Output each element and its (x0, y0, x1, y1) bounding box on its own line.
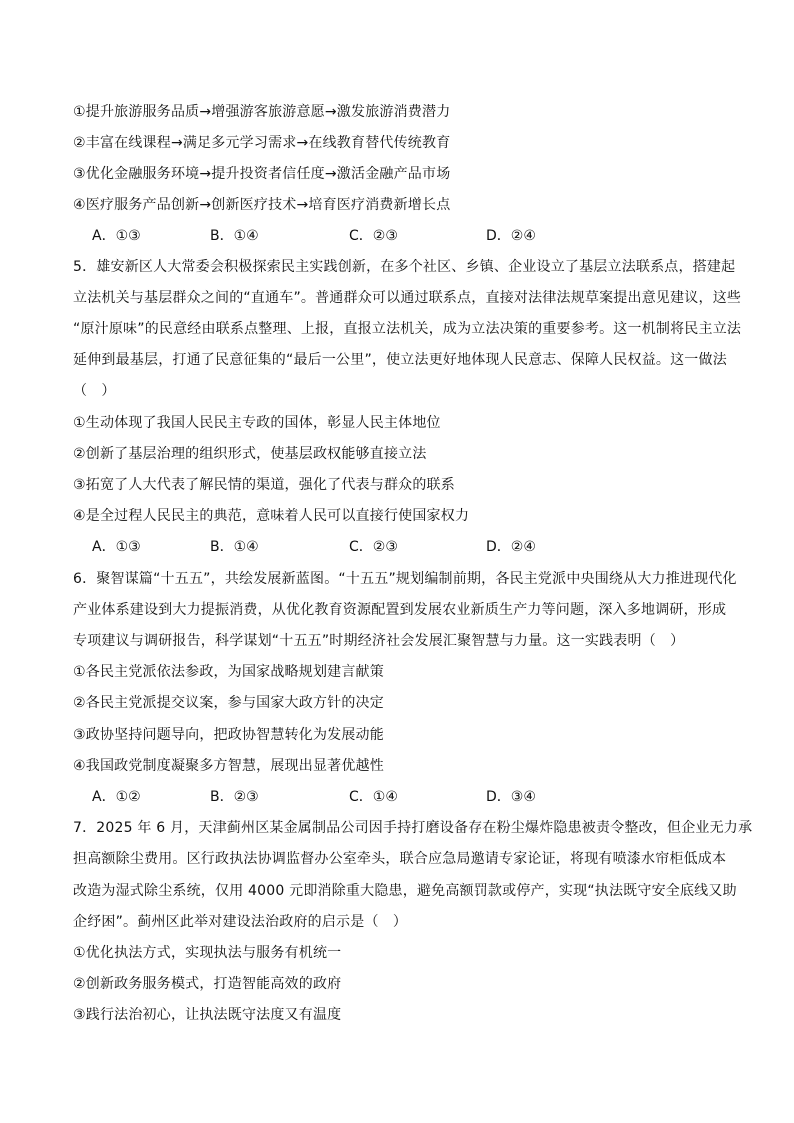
q6-item-2: ②各民主党派提交议案，参与国家大政方针的决定 (73, 695, 384, 711)
q6-item-1: ①各民主党派依法参政，为国家战略规划建言献策 (73, 664, 384, 680)
q7-stem-line: 7．2025 年 6 月，天津蓟州区某金属制品公司因手持打磨设备存在粉尘爆炸隐患被责令整改，但企业无力承 (73, 820, 753, 836)
q6-stem-line: 产业体系建设到大力提振消费，从优化教育资源配置到发展农业新质生产力等问题，深入多地调研，形成 (73, 602, 727, 618)
q5-option-c: C．②③ (349, 539, 398, 555)
q5-stem-line: 延伸到最基层，打通了民意征集的“最后一公里”，使立法更好地体现人民意志、保障人民权益。这一做法 (73, 352, 727, 368)
q6-stem-line: 专项建议与调研报告，科学谋划“十五五”时期经济社会发展汇聚智慧与力量。这一实践表明（ ） (73, 633, 685, 649)
q6-item-3: ③政协坚持问题导向，把政协智慧转化为发展动能 (73, 727, 384, 743)
q6-option-a: A．①② (92, 789, 141, 805)
q7-item-2: ②创新政务服务模式，打造智能高效的政府 (73, 976, 342, 992)
q5-item-4: ④是全过程人民民主的典范，意味着人民可以直接行使国家权力 (73, 508, 470, 524)
q6-item-4: ④我国政党制度凝聚多方智慧，展现出显著优越性 (73, 758, 384, 774)
q7-item-3: ③践行法治初心，让执法既守法度又有温度 (73, 1007, 342, 1023)
q6-option-b: B．②③ (210, 789, 259, 805)
q6-option-c: C．①④ (349, 789, 398, 805)
q4-option-c: C．②③ (349, 228, 398, 244)
q7-stem-line: 企纾困”。蓟州区此举对建设法治政府的启示是（ ） (73, 914, 408, 930)
q5-stem-line: 5．雄安新区人大常委会积极探索民主实践创新，在多个社区、乡镇、企业设立了基层立法联系点，搭建起 (73, 259, 736, 275)
q7-stem-line: 改造为湿式除尘系统，仅用 4000 元即消除重大隐患，避免高额罚款或停产，实现“执法既守安全底线又助 (73, 883, 737, 899)
q5-answer-blank: （ ） (73, 383, 116, 399)
q4-option-b: B．①④ (210, 228, 259, 244)
q5-item-2: ②创新了基层治理的组织形式，使基层政权能够直接立法 (73, 446, 427, 462)
q5-option-a: A．①③ (92, 539, 141, 555)
q4-item-4: ④医疗服务产品创新→创新医疗技术→培育医疗消费新增长点 (73, 197, 451, 213)
q7-item-1: ①优化执法方式，实现执法与服务有机统一 (73, 945, 342, 961)
q6-option-d: D．③④ (486, 789, 536, 805)
q4-item-2: ②丰富在线课程→满足多元学习需求→在线教育替代传统教育 (73, 135, 451, 151)
q5-stem-line: “原汁原味”的民意经由联系点整理、上报，直报立法机关，成为立法决策的重要参考。这一机制将民主立法 (73, 321, 742, 337)
q6-stem-line: 6．聚智谋篇“十五五”，共绘发展新蓝图。“十五五”规划编制前期，各民主党派中央围绕从大力推进现代化 (73, 571, 737, 587)
q5-stem-line: 立法机关与基层群众之间的“直通车”。普通群众可以通过联系点，直接对法律法规草案提出意见建议，这些 (73, 290, 742, 306)
q4-option-d: D．②④ (486, 228, 536, 244)
q5-item-1: ①生动体现了我国人民民主专政的国体，彰显人民主体地位 (73, 415, 441, 431)
q5-option-b: B．①④ (210, 539, 259, 555)
q7-stem-line: 担高额除尘费用。区行政执法协调监督办公室牵头，联合应急局邀请专家论证，将现有喷漆水帘柜低成本 (73, 851, 727, 867)
q5-item-3: ③拓宽了人大代表了解民情的渠道，强化了代表与群众的联系 (73, 477, 455, 493)
q4-option-a: A．①③ (92, 228, 141, 244)
q5-option-d: D．②④ (486, 539, 536, 555)
q4-item-3: ③优化金融服务环境→提升投资者信任度→激活金融产品市场 (73, 166, 451, 182)
q4-item-1: ①提升旅游服务品质→增强游客旅游意愿→激发旅游消费潜力 (73, 104, 451, 120)
